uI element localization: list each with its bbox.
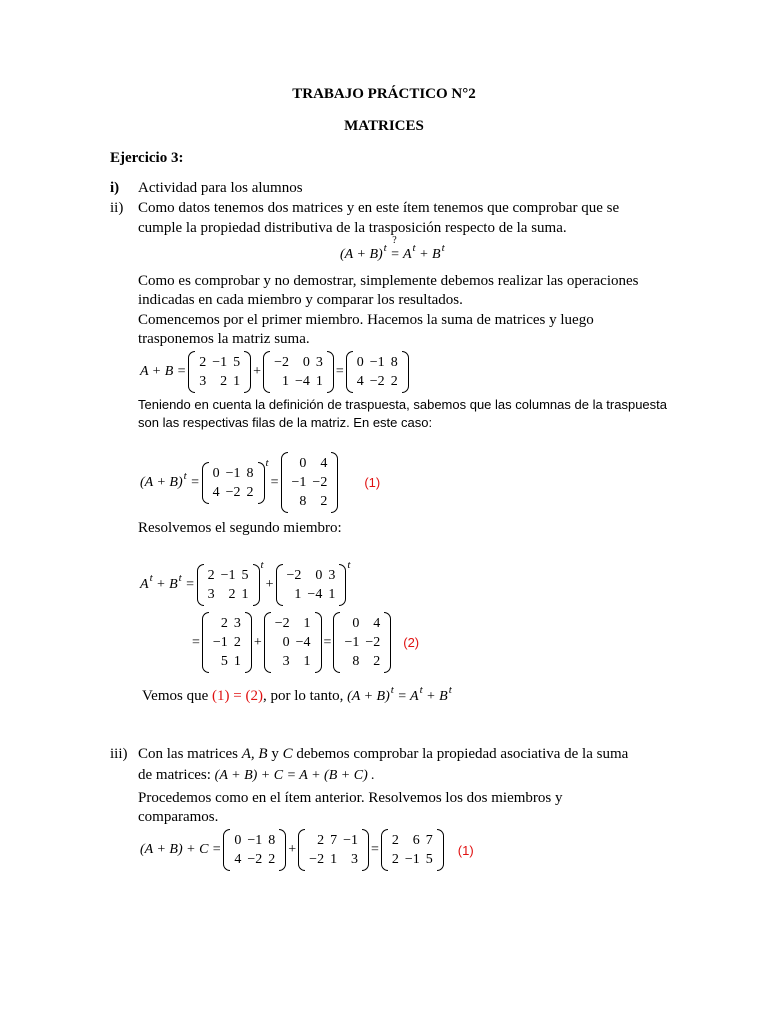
matrix-B [263, 351, 334, 393]
matrix-cell: −2 [274, 616, 290, 631]
matrix-cell: 4 [356, 374, 364, 389]
matrix-B-transpose [264, 612, 322, 673]
item-ii-text-2: cumple la propiedad distributiva de la trasposición respecto de la suma. [138, 220, 567, 236]
matrix-A-transpose [202, 612, 252, 673]
item-ii-paragraph-6: son las respectivas filas de la matriz. En este caso: [138, 415, 433, 430]
matrix-cell: 7 [425, 833, 433, 848]
item-ii-text-1: Como datos tenemos dos matrices y en este ítem tenemos que comprobar que se [138, 200, 620, 216]
iii-text-e: debemos comprobar la propiedad asociativa de la suma [292, 746, 629, 762]
matrix-cell: 0 [212, 465, 220, 481]
matrix-cell: −1 [220, 568, 236, 583]
matrix-cell: 1 [294, 587, 302, 602]
matrix-cell: −1 [344, 635, 360, 650]
iii-text-a: Con las matrices [138, 746, 242, 762]
item-ii-paragraph-4: trasponemos la matriz suma. [138, 331, 310, 347]
item-i-label: i) [110, 180, 120, 196]
transpose-equation: $(A + B)^t$ = 0 −1 8 4 −2 2 t = 0 4 −1 −2 8 2 (1) [138, 452, 380, 513]
matrix-cell: 2 [391, 852, 399, 867]
matrix-cell: 2 [233, 635, 241, 650]
matrix-cell: 1 [303, 654, 311, 669]
matrix-cell: −2 [365, 635, 381, 650]
matrix-C [298, 829, 369, 871]
matrix-cell: −2 [286, 568, 302, 583]
matrix-cell: 1 [241, 587, 249, 602]
matrix-cell: −1 [247, 833, 263, 848]
matrix-cell: 2 [317, 833, 325, 848]
matrix-A-plus-B-2 [202, 462, 265, 504]
matrix-cell: 0 [234, 833, 242, 848]
item-iii-text-1 [138, 746, 628, 763]
matrix-cell: −2 [312, 475, 328, 490]
item-iii-paragraph-1: Procedemos como en el ítem anterior. Resolvemos los dos miembros y [138, 790, 563, 806]
item-iii-text-2: de matrices: (A + B) + C = A + (B + C) . [138, 767, 375, 783]
matrix-cell: −2 [369, 374, 385, 389]
iii-text-ab: A, B [241, 746, 268, 762]
iii-text-2-label: de matrices: [138, 767, 215, 783]
matrix-cell: 2 [320, 494, 328, 509]
matrix-B-2 [276, 564, 347, 606]
matrix-cell: 1 [233, 374, 241, 389]
matrix-cell: 3 [199, 374, 207, 389]
item-ii-paragraph-1: Como es comprobar y no demostrar, simplemente debemos realizar las operaciones [138, 273, 639, 289]
matrix-cell: 1 [330, 852, 338, 867]
matrix-cell: 3 [315, 355, 323, 370]
matrix-cell: −2 [309, 852, 325, 867]
matrix-cell: −1 [225, 465, 241, 481]
matrix-cell: −1 [212, 635, 228, 650]
matrix-A-2 [197, 564, 260, 606]
matrix-cell: 8 [246, 465, 254, 481]
matrix-cell: 8 [268, 833, 276, 848]
page-title: TRABAJO PRÁCTICO N°2 [292, 86, 476, 102]
exercise-heading: Ejercicio 3: [110, 150, 184, 166]
matrix-cell: 8 [390, 355, 398, 370]
matrix-cell: 2 [220, 374, 228, 389]
matrix-cell: 5 [220, 654, 228, 669]
conclusion-text-b: , por lo tanto, [262, 688, 348, 704]
matrix-cell: 2 [228, 587, 236, 602]
matrix-cell: 2 [390, 374, 398, 389]
matrix-cell: 1 [281, 374, 289, 389]
matrix-cell: 2 [268, 852, 276, 867]
matrix-At-plus-Bt [333, 612, 391, 673]
matrix-cell: −1 [212, 355, 228, 370]
matrix-cell: 5 [241, 568, 249, 583]
matrix-cell: 8 [299, 494, 307, 509]
item-i-text: Actividad para los alumnos [138, 180, 303, 196]
matrix-cell: 4 [320, 456, 328, 471]
item-ii-paragraph-7: Resolvemos el segundo miembro: [138, 520, 342, 536]
matrix-A [188, 351, 251, 393]
matrix-cell: 0 [299, 456, 307, 471]
tag-2: (2) [403, 635, 420, 650]
item-iii-label: iii) [110, 746, 128, 762]
matrix-cell: −1 [369, 355, 385, 370]
item-ii-paragraph-2: indicadas en cada miembro y comparar los resultados. [138, 292, 463, 308]
matrix-cell: 2 [220, 616, 228, 631]
tag-1-iii: (1) [457, 842, 474, 858]
item-ii-conclusion: Vemos que (1) = (2), por lo tanto, $(A + B)^t = A^t + B^t$ [142, 684, 452, 704]
matrix-cell: −2 [247, 852, 263, 867]
matrix-cell: 2 [207, 568, 215, 583]
conclusion-text-a: Vemos que [142, 688, 212, 704]
matrix-cell: 1 [303, 616, 311, 631]
question-mark: ? [392, 235, 397, 246]
page-subtitle: MATRICES [344, 118, 424, 134]
matrix-cell: −2 [225, 484, 241, 500]
matrix-cell: 1 [233, 654, 241, 669]
matrix-cell: 3 [328, 568, 336, 583]
matrix-cell: 1 [328, 587, 336, 602]
matrix-cell: 2 [246, 484, 254, 500]
matrix-cell: −4 [307, 587, 323, 602]
matrix-cell: −1 [404, 852, 420, 867]
matrix-cell: 0 [315, 568, 323, 583]
associative-equation: (A + B) + C = 0 −1 8 4 −2 2 + 2 7 −1 −2 1 3 = 2 6 7 2 −1 5 (1) [138, 829, 474, 871]
matrix-cell: −4 [294, 374, 310, 389]
matrix-cell: 4 [234, 852, 242, 867]
matrix-A-plus-B [346, 351, 409, 393]
matrix-cell: 2 [391, 833, 399, 848]
item-iii-paragraph-2: comparamos. [138, 809, 219, 825]
matrix-cell: −2 [274, 355, 289, 370]
matrix-cell: 2 [373, 654, 381, 669]
matrix-cell: −1 [291, 475, 307, 490]
conclusion-red-text: (1) = (2) [212, 688, 263, 704]
matrix-cell: 5 [233, 355, 241, 370]
matrix-cell: 0 [352, 616, 360, 631]
matrix-cell: 7 [330, 833, 338, 848]
iii-text-c: C [282, 746, 293, 762]
matrix-A-plus-B-transpose [281, 452, 339, 513]
matrix-cell: 4 [373, 616, 381, 631]
matrix-cell: −4 [295, 635, 311, 650]
matrix-cell: 6 [412, 833, 420, 848]
matrix-cell: −1 [343, 833, 358, 848]
distributive-equation: $(A + B)^t$ ? = $A^t + B^t$ [340, 235, 445, 262]
matrix-cell: 3 [350, 852, 358, 867]
second-member-equation: $A^t + B^t$ = 2 −1 5 3 2 1 t + −2 0 3 1 −4 1 t [138, 564, 350, 606]
matrix-cell: 0 [356, 355, 364, 370]
sum-equation: A + B = 2 −1 5 3 2 1 + −2 0 3 1 −4 1 = 0 −1 8 4 −2 2 [138, 351, 409, 393]
item-ii-paragraph-3: Comencemos por el primer miembro. Hacemos la suma de matrices y luego [138, 312, 594, 328]
item-ii-label: ii) [110, 200, 124, 216]
second-member-result: = 2 3 −1 2 5 1 + −2 1 0 −4 3 1 = 0 4 −1 −2 8 2 (2) [190, 612, 419, 673]
matrix-cell: 0 [302, 355, 310, 370]
item-ii-paragraph-5: Teniendo en cuenta la definición de traspuesta, sabemos que las columnas de la traspuesta [138, 397, 668, 412]
matrix-cell: 2 [199, 355, 207, 370]
tag-1: (1) [364, 475, 381, 490]
matrix-cell: 0 [282, 635, 290, 650]
matrix-A-plus-B-plus-C [381, 829, 444, 871]
matrix-cell: 8 [352, 654, 360, 669]
matrix-A-plus-B-3 [223, 829, 286, 871]
matrix-cell: 1 [315, 374, 323, 389]
matrix-cell: 3 [282, 654, 290, 669]
iii-text-and: y [267, 746, 283, 762]
matrix-cell: 3 [207, 587, 215, 602]
matrix-cell: 3 [233, 616, 241, 631]
matrix-cell: 4 [212, 484, 220, 500]
matrix-cell: 5 [425, 852, 433, 867]
